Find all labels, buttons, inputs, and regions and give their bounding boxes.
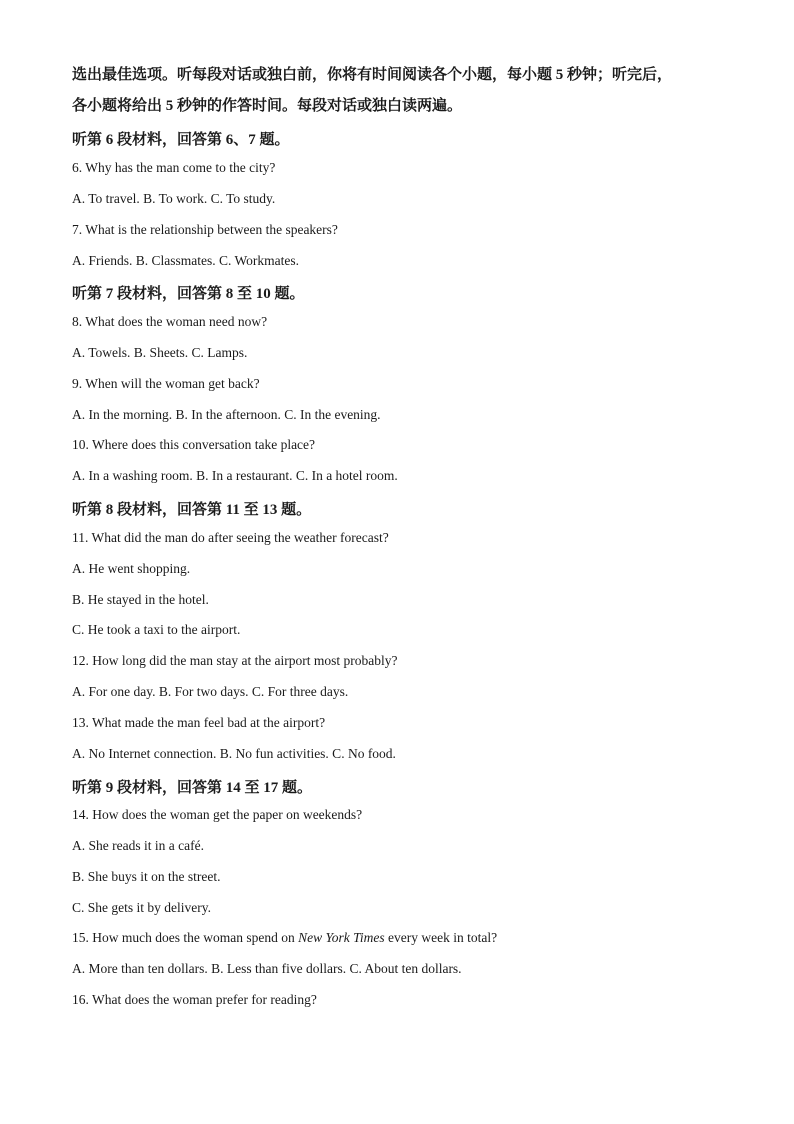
answer-options: A. Friends. B. Classmates. C. Workmates. (72, 253, 300, 268)
question-text-start: 15. How much does the woman spend on (72, 930, 299, 945)
question-text: 12. How long did the man stay at the airport most probably? (72, 653, 398, 668)
answer-options: A. In the morning. B. In the afternoon. C. In the evening. (72, 407, 381, 422)
section-heading: 听第 6 段材料，回答第 6、7 题。 (72, 132, 290, 148)
answer-option: B. He stayed in the hotel. (72, 592, 209, 607)
question-text: 7. What is the relationship between the speakers? (72, 222, 338, 237)
question-text: 6. Why has the man come to the city? (72, 160, 276, 175)
intro-line-2: 各小题将给出 5 秒钟的作答时间。每段对话或独白读两遍。 (72, 98, 463, 114)
question-text: 10. Where does this conversation take place? (72, 437, 316, 452)
question-text-end: every week in total? (384, 930, 498, 945)
question-text: 9. When will the woman get back? (72, 376, 260, 391)
question-text: 11. What did the man do after seeing the weather forecast? (72, 530, 389, 545)
answer-options: A. For one day. B. For two days. C. For three days. (72, 684, 349, 699)
answer-option: C. She gets it by delivery. (72, 900, 211, 915)
answer-options: A. Towels. B. Sheets. C. Lamps. (72, 345, 248, 360)
question-text: 16. What does the woman prefer for reading? (72, 992, 317, 1007)
answer-options: A. More than ten dollars. B. Less than five dollars. C. About ten dollars. (72, 961, 462, 976)
intro-line-1: 选出最佳选项。听每段对话或独白前，你将有时间阅读各个小题，每小题 5 秒钟；听完后， (72, 67, 673, 83)
section-heading: 听第 9 段材料，回答第 14 至 17 题。 (72, 780, 313, 796)
answer-option: C. He took a taxi to the airport. (72, 622, 241, 637)
answer-option: A. He went shopping. (72, 561, 191, 576)
answer-options: A. To travel. B. To work. C. To study. (72, 191, 276, 206)
question-text: 14. How does the woman get the paper on weekends? (72, 807, 363, 822)
question-text: 13. What made the man feel bad at the airport? (72, 715, 326, 730)
answer-option: A. She reads it in a café. (72, 838, 204, 853)
answer-options: A. No Internet connection. B. No fun activities. C. No food. (72, 746, 396, 761)
answer-option: B. She buys it on the street. (72, 869, 221, 884)
section-heading: 听第 8 段材料，回答第 11 至 13 题。 (72, 502, 312, 518)
section-heading: 听第 7 段材料，回答第 8 至 10 题。 (72, 286, 305, 302)
newspaper-title: New York Times (298, 930, 385, 945)
answer-options: A. In a washing room. B. In a restaurant. C. In a hotel room. (72, 468, 398, 483)
question-text (72, 930, 732, 946)
question-text: 8. What does the woman need now? (72, 314, 268, 329)
